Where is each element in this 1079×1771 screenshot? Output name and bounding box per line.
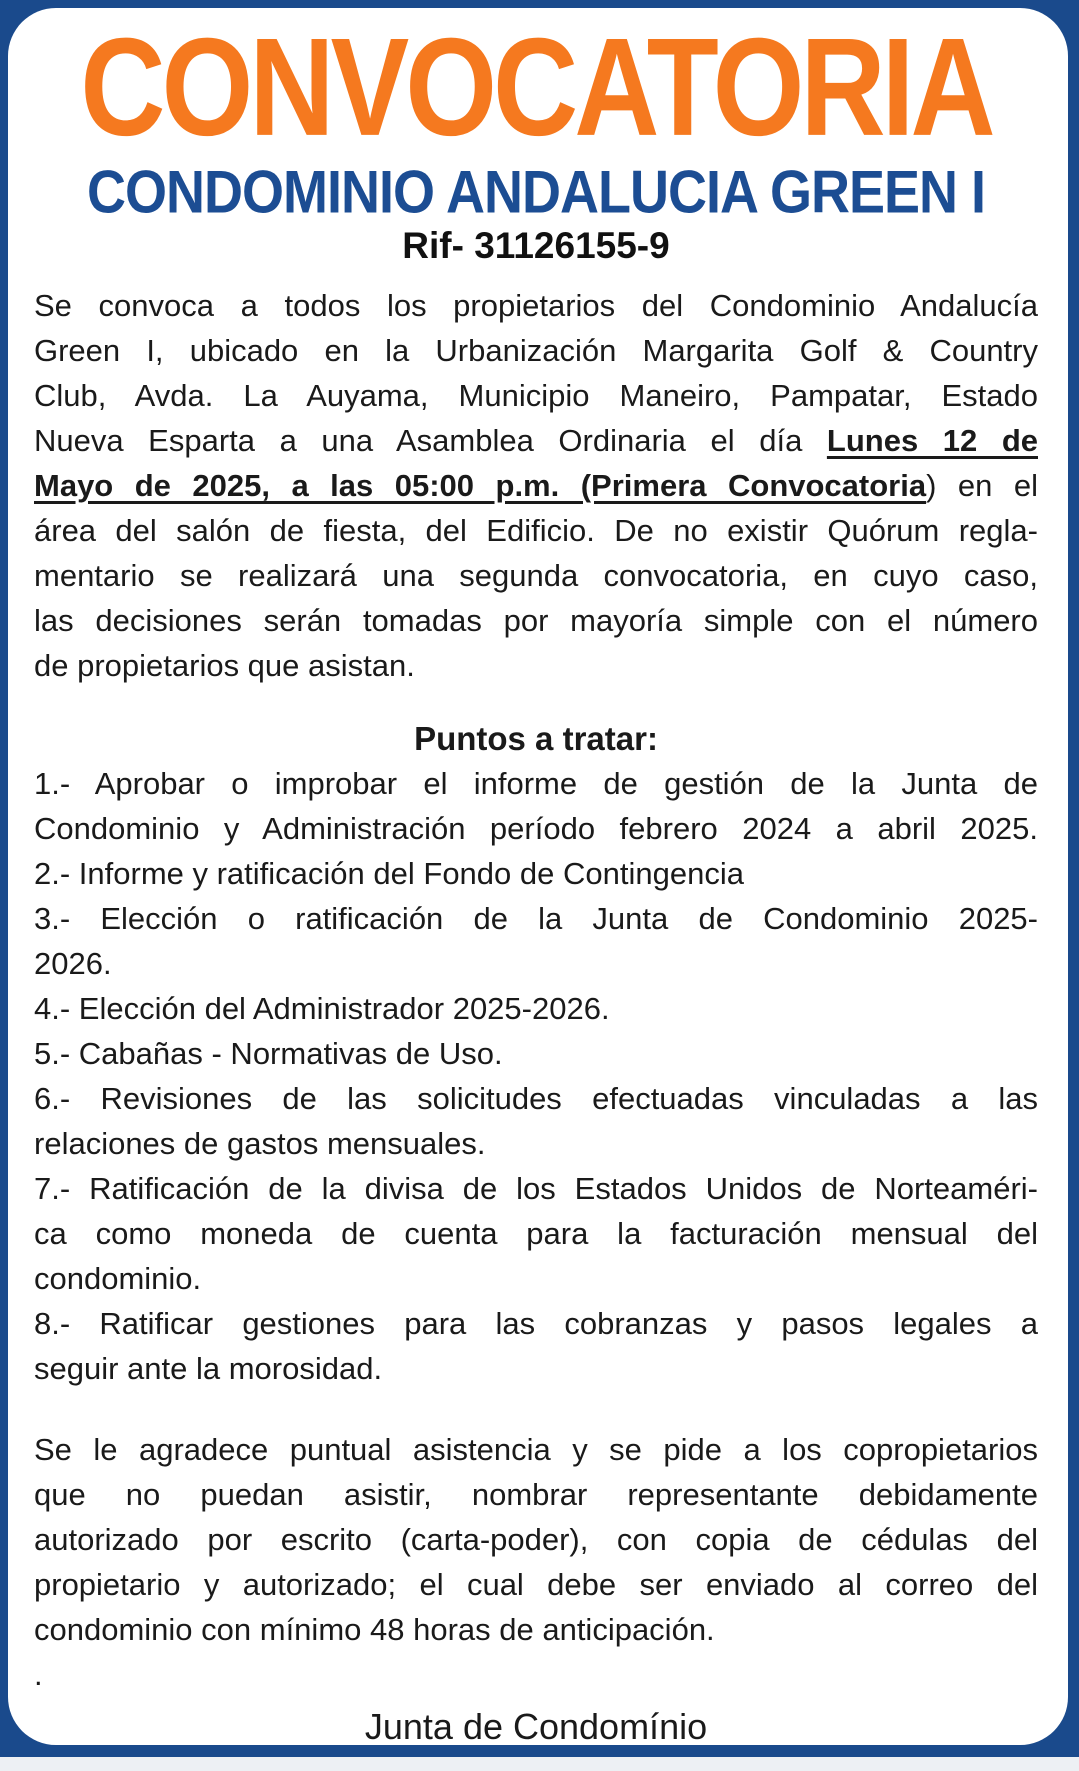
text-line xyxy=(34,463,1038,508)
agenda-item-3-line: 2026. xyxy=(34,945,112,981)
text-line xyxy=(34,598,1038,643)
text-line xyxy=(34,553,1038,598)
signature: Junta de Condomínio xyxy=(364,1705,708,1747)
text-segment: de propietarios que asistan. xyxy=(34,647,415,683)
rif-number: Rif- 31126155-9 xyxy=(402,225,670,266)
meeting-date-highlight: Mayo de 2025, a las 05:00 p.m. (Primera Convocatoria xyxy=(34,467,927,503)
text-line xyxy=(34,283,1038,328)
text-line xyxy=(34,643,1038,688)
text-segment: Nueva Esparta a una Asamblea Ordinaria el día xyxy=(34,422,827,458)
text-segment: Green I, ubicado en la Urbanización Margarita Golf & Country xyxy=(34,332,1038,368)
text-line xyxy=(34,373,1038,418)
agenda-item-5-line: 5.- Cabañas - Normativas de Uso. xyxy=(34,1035,503,1071)
agenda-item-2-line: 2.- Informe y ratificación del Fondo de Contingencia xyxy=(34,855,744,891)
notice-card xyxy=(8,8,1068,1745)
text-segment: Se convoca a todos los propietarios del Condominio Andalucía xyxy=(34,287,1038,323)
closing-line: condominio con mínimo 48 horas de anticipación. xyxy=(34,1611,715,1647)
closing-paragraph xyxy=(34,1427,1038,1652)
text-line xyxy=(34,328,1038,373)
agenda-item-7-line: 7.- Ratificación de la divisa de los Estados Unidos de Norteaméri- xyxy=(34,1170,1038,1206)
text-line xyxy=(34,508,1038,553)
closing-line: Se le agradece puntual asistencia y se pide a los copropietarios xyxy=(34,1431,1038,1467)
agenda-item-1-line: 1.- Aprobar o improbar el informe de gestión de la Junta de xyxy=(34,765,1038,801)
text-segment: mentario se realizará una segunda convocatoria, en cuyo caso, xyxy=(34,557,1038,593)
notice-title: CONVOCATORIA xyxy=(80,9,992,166)
agenda-list xyxy=(34,761,1038,1391)
closing-line: que no puedan asistir, nombrar representante debidamente xyxy=(34,1476,1038,1512)
condominium-name: CONDOMINIO ANDALUCIA GREEN I xyxy=(87,158,985,226)
agenda-item-7-line: ca como moneda de cuenta para la facturación mensual del xyxy=(34,1215,1038,1251)
agenda-item-3-line: 3.- Elección o ratificación de la Junta de Condominio 2025- xyxy=(34,900,1038,936)
closing-line: autorizado por escrito (carta-poder), con copia de cédulas del xyxy=(34,1521,1038,1557)
stray-period: . xyxy=(34,1656,43,1692)
agenda-item-8-line: 8.- Ratificar gestiones para las cobranzas y pasos legales a xyxy=(34,1305,1038,1341)
agenda-item-8-line: seguir ante la morosidad. xyxy=(34,1350,383,1386)
agenda-item-6-line: 6.- Revisiones de las solicitudes efectuadas vinculadas a las xyxy=(34,1080,1038,1116)
agenda-heading: Puntos a tratar: xyxy=(414,719,658,757)
text-segment: ) en el xyxy=(926,467,1038,503)
agenda-item-6-line: relaciones de gastos mensuales. xyxy=(34,1125,486,1161)
text-segment: las decisiones serán tomadas por mayoría simple con el número xyxy=(34,602,1038,638)
agenda-item-7-line: condominio. xyxy=(34,1260,202,1296)
meeting-date-highlight: Lunes 12 de xyxy=(826,422,1038,458)
intro-paragraph xyxy=(34,283,1038,688)
agenda-item-1-line: Condominio y Administración período febrero 2024 a abril 2025. xyxy=(34,810,1038,846)
text-segment: Club, Avda. La Auyama, Municipio Maneiro, Pampatar, Estado xyxy=(34,377,1038,413)
agenda-item-4-line: 4.- Elección del Administrador 2025-2026. xyxy=(34,990,610,1026)
text-line xyxy=(34,418,1038,463)
closing-line: propietario y autorizado; el cual debe ser enviado al correo del xyxy=(34,1566,1038,1602)
text-segment: área del salón de fiesta, del Edificio. De no existir Quórum regla- xyxy=(34,512,1038,548)
